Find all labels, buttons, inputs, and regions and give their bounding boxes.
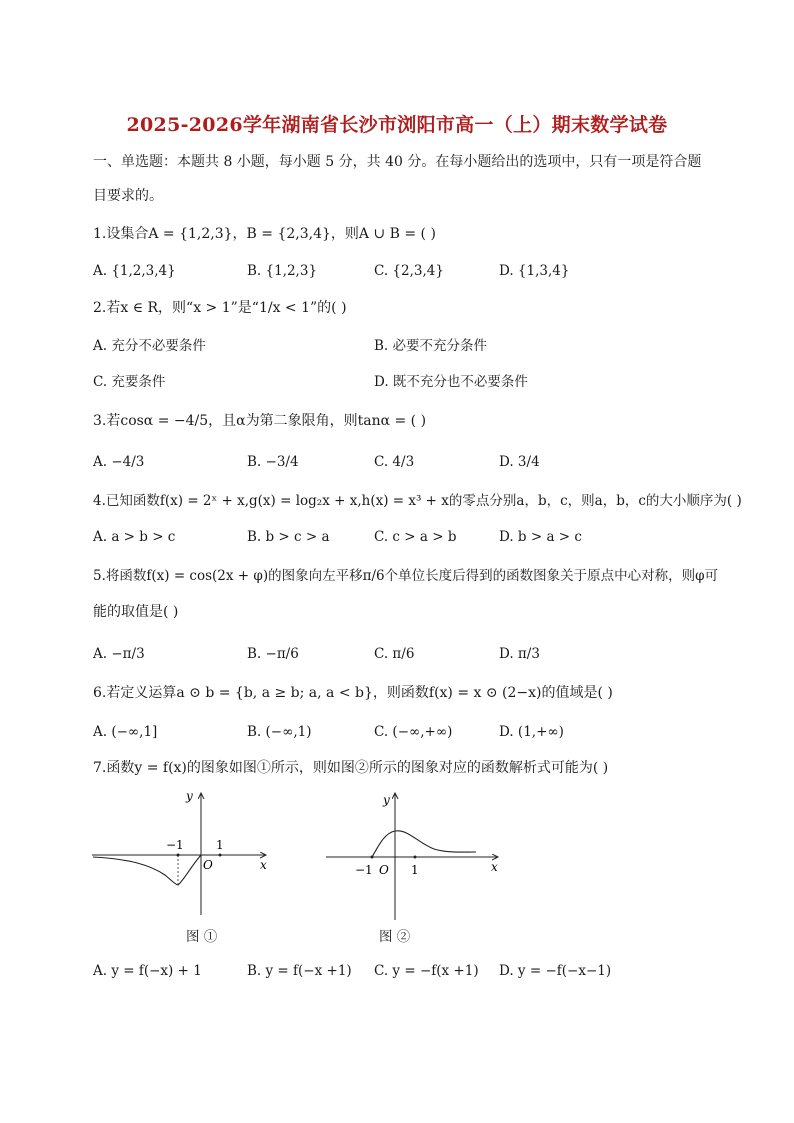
section-heading-line2: 目要求的。 [93,188,163,204]
figure-2-caption: 图 ② [379,929,411,945]
question-1-stem: 1.设集合A = {1,2,3}，B = {2,3,4}，则A ∪ B = ( ) [93,226,436,242]
option-d: D. 3/4 [499,454,540,470]
x-label: x [260,858,267,872]
option-c: C. 4/3 [374,454,415,470]
option-b: B. y = f(−x +1) [247,963,352,979]
option-d: D. b > a > c [499,529,582,545]
option-d: D. (1,+∞) [499,724,564,740]
y-label: y [383,793,390,807]
option-c: C. y = −f(x +1) [374,963,479,979]
tick-pos-label: 1 [216,838,224,852]
function-curve [326,831,476,857]
figure-2-graph [322,785,507,920]
origin-label: O [379,863,389,877]
y-label: y [186,789,193,803]
tick-pos-dot [414,856,417,859]
option-a: A. 充分不必要条件 [93,338,206,354]
option-c: C. (−∞,+∞) [374,724,453,740]
option-d: D. π/3 [499,646,540,662]
question-3-stem: 3.若cosα = −4/5，且α为第二象限角，则tanα = ( ) [93,413,427,429]
x-label: x [491,860,498,874]
option-b: B. {1,2,3} [247,263,318,279]
option-a: A. y = f(−x) + 1 [93,963,202,979]
tick-neg-label: −1 [355,863,373,877]
tick-pos-dot [219,854,222,857]
question-2-stem: 2.若x ∈ R，则“x > 1”是“1/x < 1”的( ) [93,300,347,316]
tick-neg-dot [177,854,180,857]
option-a: A. {1,2,3,4} [93,263,176,279]
question-5-stem-line2: 能的取值是( ) [93,604,179,620]
option-c: C. c > a > b [374,529,457,545]
option-d: D. {1,3,4} [499,263,570,279]
option-b: B. b > c > a [247,529,330,545]
option-a: A. −4/3 [93,454,145,470]
option-a: A. −π/3 [93,646,145,662]
figure-1-graph [90,785,275,920]
question-5-stem-line1: 5.将函数f(x) = cos(2x + φ)的图象向左平移π/6个单位长度后得到的函数图象关于原点中心对称，则φ可 [93,568,719,584]
figure-1-caption: 图 ① [186,929,218,945]
question-7-stem: 7.函数y = f(x)的图象如图①所示，则如图②所示的图象对应的函数解析式可能为( ) [93,760,609,776]
option-c: C. π/6 [374,646,415,662]
tick-pos-label: 1 [411,863,419,877]
origin-label: O [203,858,213,872]
exam-title: 2025-2026学年湖南省长沙市浏阳市高一（上）期末数学试卷 [126,114,668,136]
question-6-stem: 6.若定义运算a ⊙ b = {b, a ≥ b; a, a < b}，则函数f(x) = x ⊙ (2−x)的值域是( ) [93,685,613,701]
function-curve [93,855,201,885]
question-4-stem: 4.已知函数f(x) = 2ˣ + x,g(x) = log₂x + x,h(x) = x³ + x的零点分别a，b，c，则a，b，c的大小顺序为( ) [93,493,742,509]
option-b: B. 必要不充分条件 [374,338,488,354]
option-b: B. (−∞,1) [247,724,312,740]
option-b: B. −3/4 [247,454,299,470]
tick-neg-label: −1 [166,838,184,852]
option-d: D. y = −f(−x−1) [499,963,612,979]
option-d: D. 既不充分也不必要条件 [374,374,528,390]
option-b: B. −π/6 [247,646,299,662]
option-a: A. a > b > c [93,529,176,545]
option-a: A. (−∞,1] [93,724,158,740]
section-heading-line1: 一、单选题：本题共 8 小题，每小题 5 分，共 40 分。在每小题给出的选项中，只有一项是符合题 [93,154,702,170]
option-c: C. {2,3,4} [374,263,444,279]
option-c: C. 充要条件 [93,374,166,390]
